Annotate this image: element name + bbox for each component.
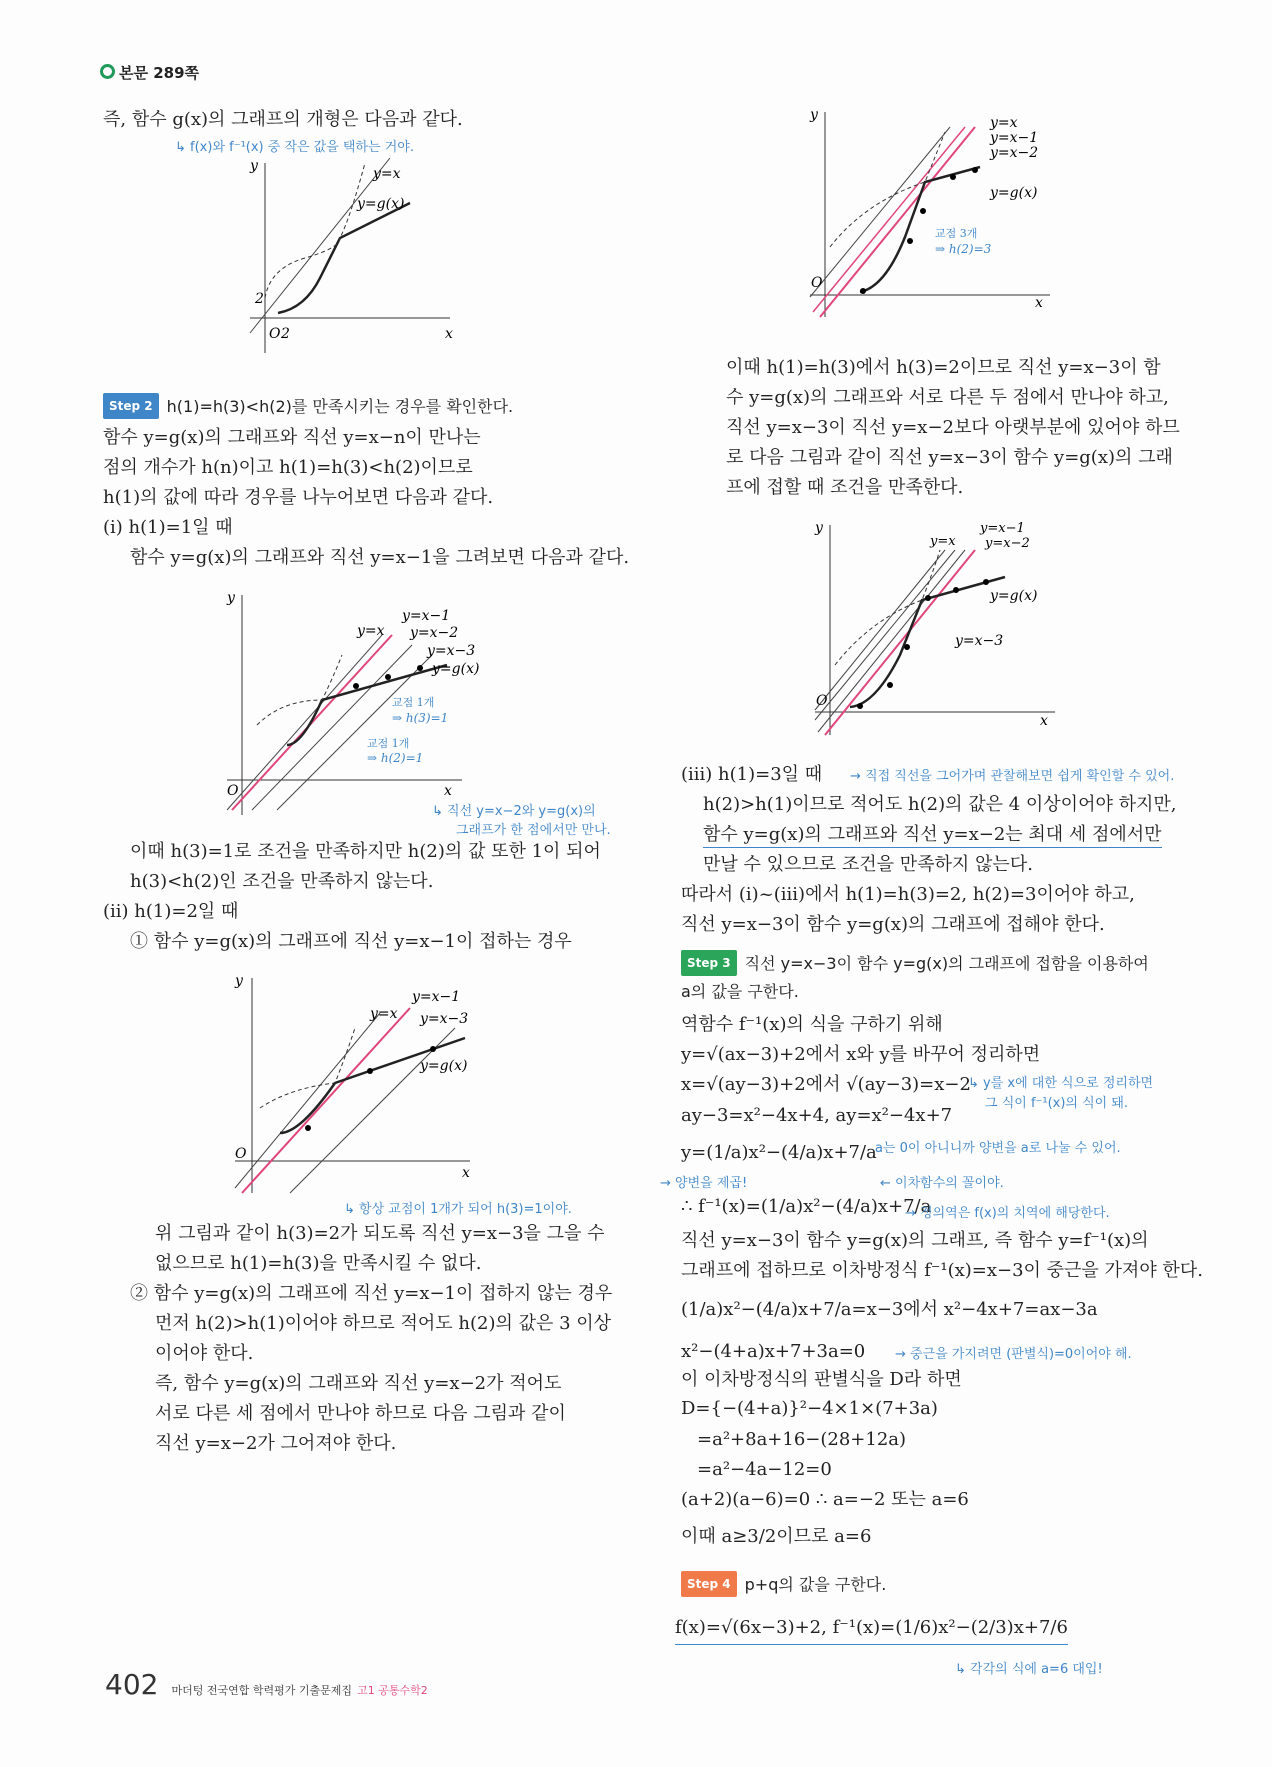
step4-badge: Step 4 xyxy=(681,1571,737,1597)
label-y-gx: y=g(x) xyxy=(357,196,405,212)
text-line: 만날 수 있으므로 조건을 만족하지 않는다. xyxy=(703,854,1033,875)
line-y-x xyxy=(227,635,382,810)
case-heading: (i) h(1)=1일 때 xyxy=(103,517,233,538)
step4-title: p+q의 값을 구한다. xyxy=(744,1575,887,1594)
graph-label: O xyxy=(235,1146,247,1162)
intersection-point xyxy=(353,683,359,689)
page-reference-label: 본문 289쪽 xyxy=(119,64,200,82)
curve-g xyxy=(278,203,410,313)
graph-label: O xyxy=(816,693,828,709)
intersection-point xyxy=(950,174,956,180)
book-subtitle: 고1 공통수학2 xyxy=(357,1684,428,1697)
math-line: (a+2)(a−6)=0 ∴ a=−2 또는 a=6 xyxy=(681,1489,969,1510)
text-line: 없으므로 h(1)=h(3)을 만족시킬 수 없다. xyxy=(155,1253,482,1274)
footer xyxy=(105,1668,428,1701)
text-line: 이 이차방정식의 판별식을 D라 하면 xyxy=(681,1369,962,1390)
graph-label: y=g(x) xyxy=(420,1058,468,1074)
text-line: ① 함수 y=g(x)의 그래프에 직선 y=x−1이 접하는 경우 xyxy=(130,931,572,952)
math-line: =a²−4a−12=0 xyxy=(697,1459,832,1480)
intersection-point xyxy=(904,644,910,650)
text-line: 직선 y=x−2가 그어져야 한다. xyxy=(155,1433,397,1454)
graph-label: y xyxy=(815,520,823,536)
step2-title: h(1)=h(3)<h(2)를 만족시키는 경우를 확인한다. xyxy=(166,397,514,416)
step4-heading xyxy=(681,1571,886,1597)
math-line: y=(1/a)x²−(4/a)x+7/a xyxy=(681,1142,877,1163)
graph-label: 교점 3개 xyxy=(935,227,978,240)
line-y-x-1 xyxy=(813,127,965,312)
graph-4 xyxy=(805,107,1065,322)
intersection-point xyxy=(887,682,893,688)
page-reference xyxy=(100,62,199,83)
graph-line xyxy=(835,550,940,665)
annotation: ↳ f(x)와 f⁻¹(x) 중 작은 값을 택하는 거야. xyxy=(175,140,414,155)
text-line: 따라서 (i)~(iii)에서 h(1)=h(3)=2, h(2)=3이어야 하고, xyxy=(681,884,1135,905)
text-line: 직선 y=x−3이 함수 y=g(x)의 그래프에 접해야 한다. xyxy=(681,914,1105,935)
annotation: 그 식이 f⁻¹(x)의 식이 돼. xyxy=(985,1096,1129,1111)
case-heading: (iii) h(1)=3일 때 xyxy=(681,764,823,785)
graph-label: y xyxy=(810,107,818,123)
graph-label: y=x−2 xyxy=(990,145,1039,161)
graph-label: ⇒ h(3)=1 xyxy=(392,711,449,725)
tick-2-x: 2 xyxy=(281,326,290,342)
graph-line xyxy=(260,1028,355,1108)
graph-2 xyxy=(222,590,642,820)
text-line: 즉, 함수 y=g(x)의 그래프와 직선 y=x−2가 적어도 xyxy=(155,1373,562,1394)
text-line: 역함수 f⁻¹(x)의 식을 구하기 위해 xyxy=(681,1014,943,1035)
annotation: ↳ 항상 교점이 1개가 되어 h(3)=1이야. xyxy=(344,1202,572,1217)
graph-label: ⇒ h(2)=3 xyxy=(935,242,992,256)
graph-label: y=x xyxy=(990,115,1018,131)
graph-label: y=x−1 xyxy=(980,521,1025,536)
text-line: 점의 개수가 h(n)이고 h(1)=h(3)<h(2)이므로 xyxy=(103,457,473,478)
graph-label: y xyxy=(235,973,243,989)
line-y-x xyxy=(810,127,950,297)
text-line: 이어야 한다. xyxy=(155,1343,254,1364)
annotation: ← 이차함수의 꼴이야. xyxy=(880,1176,1004,1191)
text-line: 프에 접할 때 조건을 만족한다. xyxy=(726,477,964,498)
circle-icon xyxy=(100,64,115,79)
line-y-x-1 xyxy=(815,550,955,720)
graph-label: y=x−3 xyxy=(420,1011,469,1027)
graph-label: y=x−1 xyxy=(412,989,461,1005)
graph-label: y=g(x) xyxy=(990,588,1038,604)
graph-line xyxy=(257,655,342,725)
line-y-x xyxy=(250,158,390,333)
tick-2-y: 2 xyxy=(255,291,264,307)
intersection-point xyxy=(983,579,989,585)
text-line: 즉, 함수 g(x)의 그래프의 개형은 다음과 같다. xyxy=(103,109,463,130)
text-line: 이때 h(1)=h(3)에서 h(3)=2이므로 직선 y=x−3이 함 xyxy=(726,357,1161,378)
step3-title-cont: a의 값을 구한다. xyxy=(681,982,799,1001)
text-line: h(2)>h(1)이므로 적어도 h(2)의 값은 4 이상이어야 하지만, xyxy=(703,794,1177,815)
text-line: 그래프에 접하므로 이차방정식 f⁻¹(x)=x−3이 중근을 가져야 한다. xyxy=(681,1260,1203,1281)
graph-line xyxy=(830,132,945,247)
intersection-point xyxy=(860,288,866,294)
line-y-x-2 xyxy=(818,550,965,732)
graph-label: x xyxy=(462,1165,470,1181)
math-line: f(x)=√(6x−3)+2, f⁻¹(x)=(1/6)x²−(2/3)x+7/6 xyxy=(675,1616,1068,1645)
text-line: 수 y=g(x)의 그래프와 서로 다른 두 점에서 만나야 하고, xyxy=(726,387,1169,408)
case-heading: (ii) h(1)=2일 때 xyxy=(103,901,239,922)
annotation: → 직접 직선을 그어가며 관찰해보면 쉽게 확인할 수 있어. xyxy=(850,769,1175,784)
text-line: 함수 y=g(x)의 그래프와 직선 y=x−n이 만나는 xyxy=(103,427,481,448)
text-line: 먼저 h(2)>h(1)이어야 하므로 적어도 h(2)의 값은 3 이상 xyxy=(155,1313,612,1334)
annotation: a는 0이 아니니까 양변을 a로 나눌 수 있어. xyxy=(875,1141,1121,1156)
page-number: 402 xyxy=(105,1668,159,1701)
math-line: D={−(4+a)}²−4×1×(7+3a) xyxy=(681,1398,938,1419)
intersection-point xyxy=(417,665,423,671)
math-line: ay−3=x²−4x+4, ay=x²−4x+7 xyxy=(681,1105,953,1126)
annotation: ↳ 직선 y=x−2와 y=g(x)의 xyxy=(432,804,596,819)
math-line: y=√(ax−3)+2에서 x와 y를 바꾸어 정리하면 xyxy=(681,1044,1041,1065)
graph-label: y=x−1 xyxy=(402,608,451,624)
label-y-x: y=x xyxy=(373,166,401,182)
annotation: → 중근을 가지려면 (판별식)=0이어야 해. xyxy=(895,1347,1132,1362)
y-label: y xyxy=(250,158,258,174)
text-line: 위 그림과 같이 h(3)=2가 되도록 직선 y=x−3을 그을 수 xyxy=(155,1223,605,1244)
graph-label: 교점 1개 xyxy=(392,696,435,709)
graph-label: x xyxy=(444,783,452,799)
intersection-point xyxy=(920,208,926,214)
graph-label: y=x−1 xyxy=(990,130,1039,146)
graph-label: y=x xyxy=(370,1006,398,1022)
graph-label: y=x−2 xyxy=(410,625,459,641)
graph-label: x xyxy=(1035,295,1043,311)
text-line: 함수 y=g(x)의 그래프와 직선 y=x−2는 최대 세 점에서만 xyxy=(703,823,1162,848)
annotation: 그래프가 한 점에서만 만나. xyxy=(456,823,611,838)
intersection-point xyxy=(367,1068,373,1074)
math-line: (1/a)x²−(4/a)x+7/a=x−3에서 x²−4x+7=ax−3a xyxy=(681,1299,1098,1320)
line-y-x xyxy=(235,1013,380,1188)
line-y-x-3 xyxy=(277,655,435,810)
annotation: ↳ 각각의 식에 a=6 대입! xyxy=(955,1662,1103,1677)
graph-label: y=x−3 xyxy=(427,643,476,659)
math-line: x=√(ay−3)+2에서 √(ay−3)=x−2 xyxy=(681,1074,971,1095)
graph-label: O xyxy=(811,275,823,291)
text-line: 서로 다른 세 점에서 만나야 하므로 다음 그림과 같이 xyxy=(155,1403,566,1424)
math-line: =a²+8a+16−(28+12a) xyxy=(697,1429,907,1450)
intersection-point xyxy=(857,703,863,709)
step2-heading xyxy=(103,393,513,419)
line-y-x-2 xyxy=(252,645,412,810)
math-line: x²−(4+a)x+7+3a=0 xyxy=(681,1341,866,1362)
intersection-point xyxy=(305,1125,311,1131)
intersection-point xyxy=(972,167,978,173)
intersection-point xyxy=(430,1046,436,1052)
graph-label: y=x−2 xyxy=(985,536,1030,551)
step3-title: 직선 y=x−3이 함수 y=g(x)의 그래프에 접함을 이용하여 xyxy=(744,954,1149,973)
line-y-x-1 xyxy=(242,1008,410,1193)
intersection-point xyxy=(385,674,391,680)
math-line: 이때 a≥3/2이므로 a=6 xyxy=(681,1526,872,1547)
graph-3 xyxy=(230,973,490,1198)
step3-heading xyxy=(681,950,1149,976)
graph-label: y=g(x) xyxy=(990,185,1038,201)
graph-label: 교점 1개 xyxy=(367,737,410,750)
graph-label: y=g(x) xyxy=(432,661,480,677)
math-line: ∴ f⁻¹(x)=(1/a)x²−(4/a)x+7/a xyxy=(681,1196,932,1217)
intersection-point xyxy=(907,238,913,244)
text-line: h(1)의 값에 따라 경우를 나누어보면 다음과 같다. xyxy=(103,487,494,508)
intersection-point xyxy=(953,587,959,593)
text-line: 로 다음 그림과 같이 직선 y=x−3이 함수 y=g(x)의 그래 xyxy=(726,447,1173,468)
text-line: 직선 y=x−3이 직선 y=x−2보다 아랫부분에 있어야 하므 xyxy=(726,417,1180,438)
origin-label: O xyxy=(269,326,281,342)
graph-5 xyxy=(810,520,1070,740)
graph-label: x xyxy=(1040,713,1048,729)
line-y-x-3 xyxy=(825,550,975,735)
graph-label: O xyxy=(227,783,239,799)
text-line: ② 함수 y=g(x)의 그래프에 직선 y=x−1이 접하지 않는 경우 xyxy=(130,1283,613,1304)
graph-1 xyxy=(245,158,485,363)
graph-label: y=x xyxy=(930,534,956,549)
book-title: 마더텅 전국연합 학력평가 기출문제집 xyxy=(171,1684,353,1697)
text-line: 이때 h(3)=1로 조건을 만족하지만 h(2)의 값 또한 1이 되어 xyxy=(130,841,601,862)
x-label: x xyxy=(445,326,453,342)
text-line: 함수 y=g(x)의 그래프와 직선 y=x−1을 그려보면 다음과 같다. xyxy=(130,547,630,568)
curve-g xyxy=(280,1038,468,1133)
text-line: h(3)<h(2)인 조건을 만족하지 않는다. xyxy=(130,871,434,892)
graph-label: y=x−3 xyxy=(955,633,1004,649)
text-line: 직선 y=x−3이 함수 y=g(x)의 그래프, 즉 함수 y=f⁻¹(x)의 xyxy=(681,1230,1149,1251)
dashed-curves xyxy=(265,163,365,298)
intersection-point xyxy=(925,595,931,601)
step2-badge: Step 2 xyxy=(103,393,159,419)
line-y-x-2 xyxy=(820,127,978,317)
graph-label: y=x xyxy=(357,623,385,639)
graph-label: ⇒ h(2)=1 xyxy=(367,751,424,765)
graph-label: y xyxy=(227,590,235,606)
step3-badge: Step 3 xyxy=(681,950,737,976)
annotation: → 정의역은 f(x)의 치역에 해당한다. xyxy=(905,1206,1110,1221)
annotation: → 양변을 제곱! xyxy=(660,1176,748,1191)
annotation: ↳ y를 x에 대한 식으로 정리하면 xyxy=(968,1076,1154,1091)
